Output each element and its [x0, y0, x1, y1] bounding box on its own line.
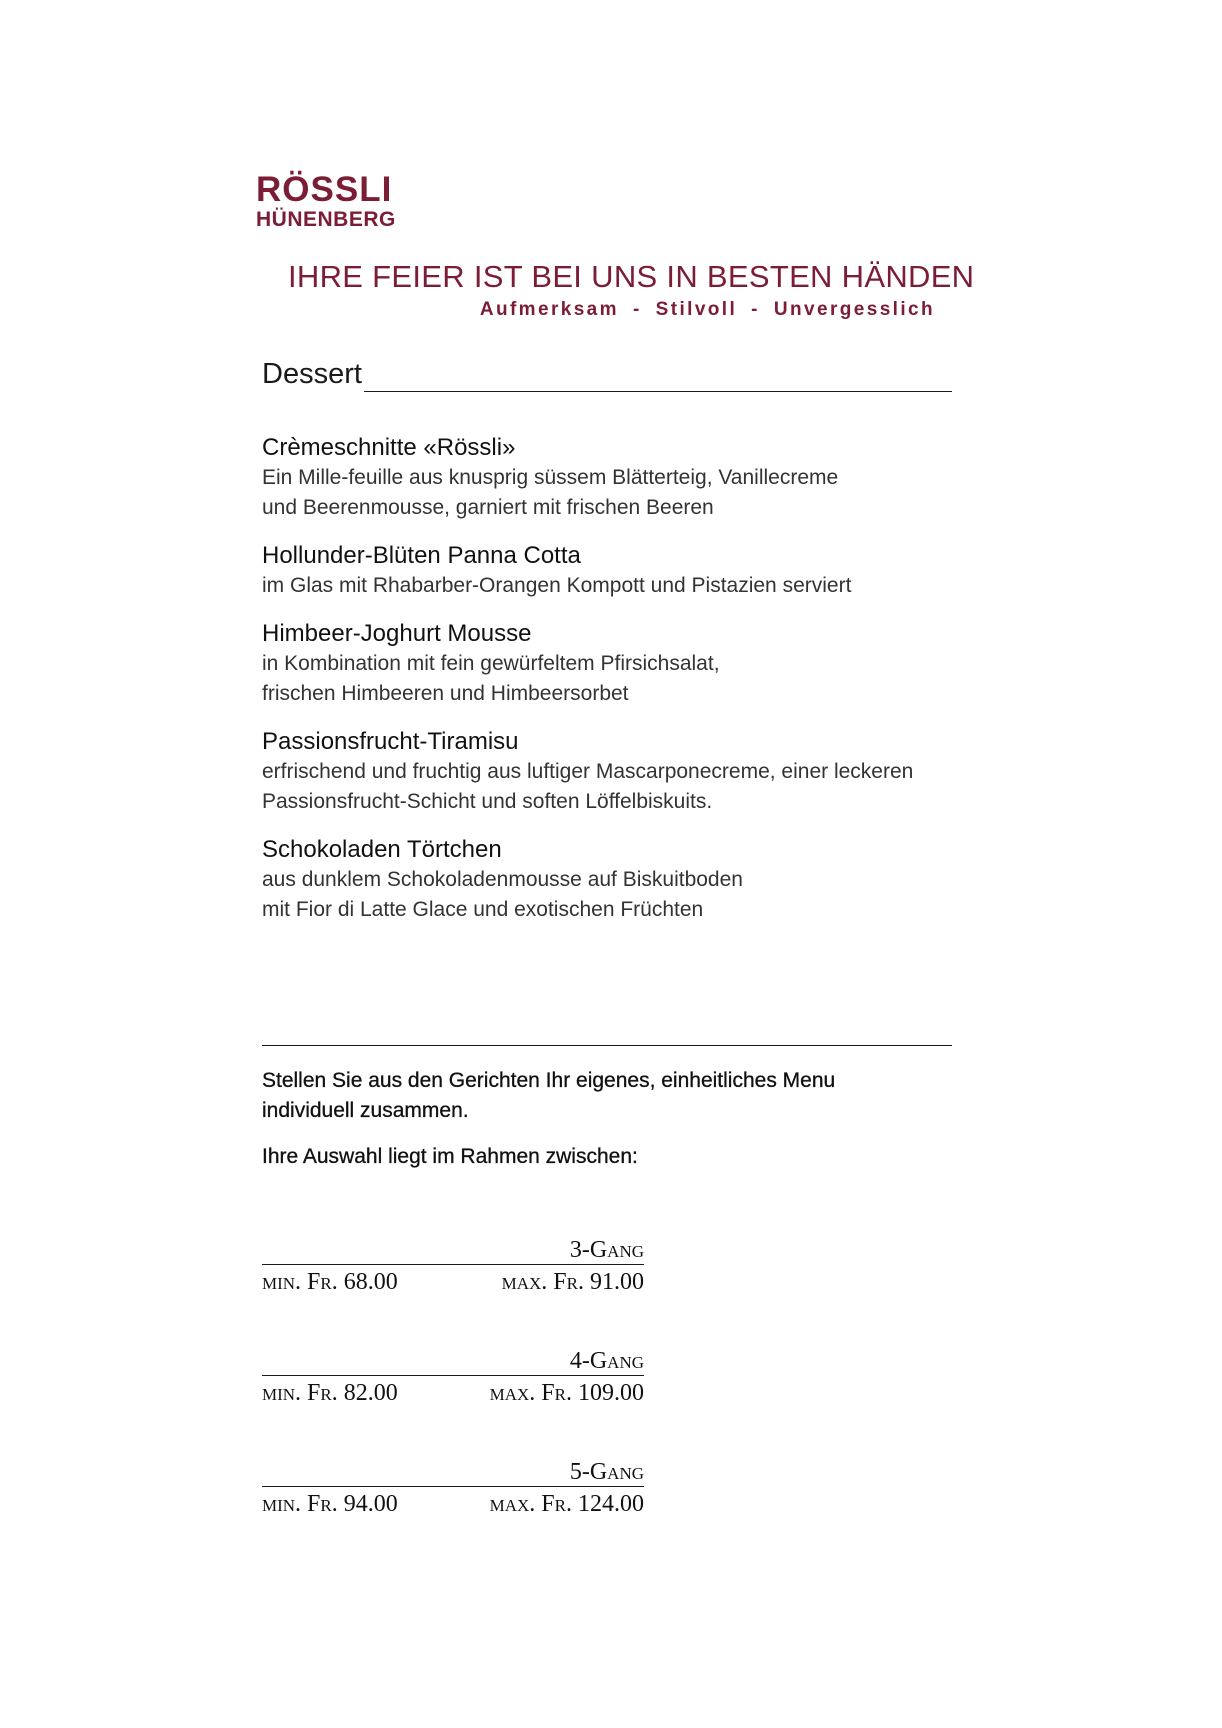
dish-description: im Glas mit Rhabarber-Orangen Kompott und Pistazien serviert	[262, 574, 852, 597]
dish-description: in Kombination mit fein gewürfeltem Pfirsichsalat,	[262, 652, 720, 675]
tagline-word: Stilvoll	[655, 299, 738, 320]
note-line: Ihre Auswahl liegt im Rahmen zwischen:	[262, 1145, 638, 1168]
section-title-underline	[364, 365, 952, 392]
dish-description: und Beerenmousse, garniert mit frischen Beeren	[262, 496, 714, 519]
dish-item	[262, 835, 982, 925]
dish-description: frischen Himbeeren und Himbeersorbet	[262, 682, 629, 705]
menu-price-block	[262, 1456, 644, 1519]
tagline-separator: -	[751, 299, 760, 320]
menu-note	[262, 1066, 962, 1172]
max-price: max. Fr. 91.00	[501, 1269, 644, 1295]
dish-name: Hollunder-Blüten Panna Cotta	[262, 542, 581, 569]
menu-price-block	[262, 1345, 644, 1408]
note-line: individuell zusammen.	[262, 1099, 469, 1122]
dish-name: Crèmeschnitte «Rössli»	[262, 434, 516, 461]
tagline-word: Unvergesslich	[773, 299, 935, 320]
logo-title: RÖSSLI	[256, 170, 393, 209]
note-line: Stellen Sie aus den Gerichten Ihr eigenes, einheitliches Menu	[262, 1069, 836, 1092]
min-price: min. Fr. 68.00	[262, 1269, 398, 1295]
min-price: min. Fr. 82.00	[262, 1380, 398, 1406]
section-title	[262, 356, 952, 392]
dish-description: Passionsfrucht-Schicht und soften Löffelbiskuits.	[262, 790, 713, 813]
course-label: 3-Gang	[262, 1234, 644, 1265]
tagline-word: Aufmerksam	[479, 299, 619, 320]
dish-item	[262, 619, 982, 709]
divider	[262, 1045, 952, 1046]
tagline-separator: -	[632, 299, 642, 320]
dish-name: Passionsfrucht-Tiramisu	[262, 728, 519, 755]
max-price: max. Fr. 124.00	[489, 1491, 644, 1517]
min-price: min. Fr. 94.00	[262, 1491, 398, 1517]
dish-name: Himbeer-Joghurt Mousse	[262, 620, 532, 647]
menu-price-block	[262, 1234, 644, 1297]
course-label: 4-Gang	[262, 1345, 644, 1376]
dish-name: Schokoladen Törtchen	[262, 836, 502, 863]
course-label: 5-Gang	[262, 1456, 644, 1487]
logo-subtitle: HÜNENBERG	[256, 208, 396, 231]
tagline	[480, 298, 935, 322]
dish-description: erfrischend und fruchtig aus luftiger Mascarponecreme, einer leckeren	[262, 760, 914, 783]
dish-item	[262, 433, 982, 523]
max-price: max. Fr. 109.00	[489, 1380, 644, 1406]
dish-description: aus dunklem Schokoladenmousse auf Biskuitboden	[262, 868, 743, 891]
headline: IHRE FEIER IST BEI UNS IN BESTEN HÄNDEN	[288, 259, 975, 294]
dish-item	[262, 541, 982, 601]
dish-item	[262, 727, 982, 817]
dish-description: mit Fior di Latte Glace und exotischen Früchten	[262, 898, 704, 921]
dish-description: Ein Mille-feuille aus knusprig süssem Blätterteig, Vanillecreme	[262, 466, 839, 489]
section-title-text: Dessert	[262, 358, 362, 390]
